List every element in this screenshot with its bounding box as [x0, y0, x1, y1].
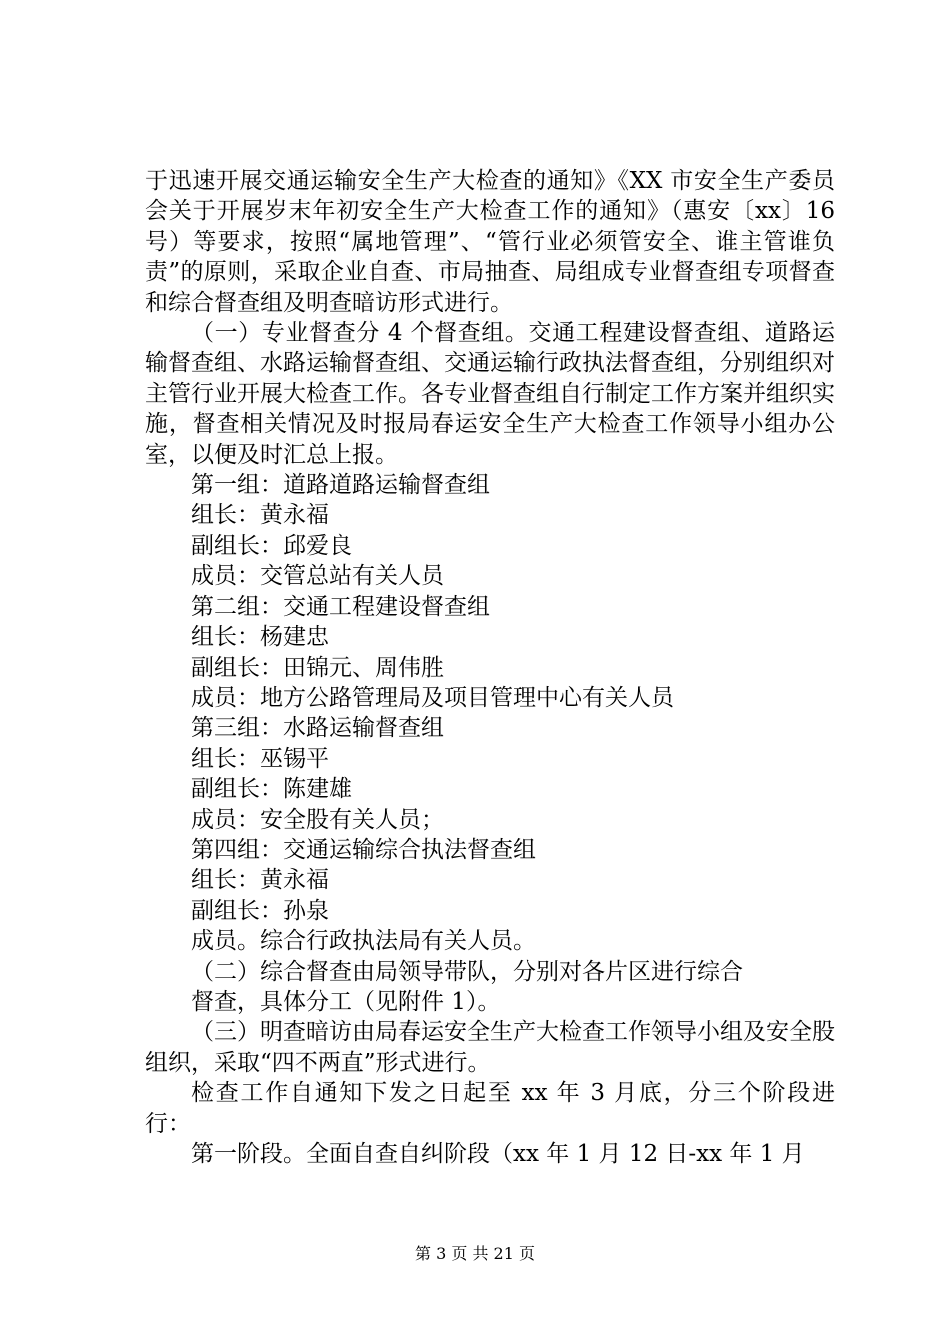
- group-two-leader: 组长：杨建忠: [191, 624, 329, 651]
- group-one-title: 第一组：道路道路运输督查组: [191, 472, 490, 499]
- group-one-leader: 组长：黄永福: [191, 502, 329, 529]
- paragraph-schedule: 检查工作自通知下发之日起至 xx 年 3 月底，分三个阶段进行：: [145, 1080, 835, 1137]
- group-four-deputy: 副组长：孙泉: [191, 897, 329, 924]
- group-two-deputy: 副组长：田锦元、周伟胜: [191, 654, 444, 681]
- group-two-title: 第二组：交通工程建设督查组: [191, 593, 490, 620]
- page-footer: [0, 1244, 950, 1264]
- paragraph-section-one: （一）专业督查分 4 个督查组。交通工程建设督查组、道路运输督查组、水路运输督查组、交通运输行政执法督查组，分别组织对主管行业开展大检查工作。各专业督查组自行制定工作方案并组织实施，督查相关情况及时报局春运安全生产大检查工作领导小组办公室，以便及时汇总上报。: [145, 320, 835, 468]
- paragraph-intro: 于迅速开展交通运输安全生产大检查的通知》《XX 市安全生产委员会关于开展岁末年初安全生产大检查工作的通知》（惠安〔xx〕16 号）等要求，按照“属地管理”、“管行业必须管安全、谁主管谁负责”的原则，采取企业自查、市局抽查、局组成专业督查组专项督查和综合督查组及明查暗访形式进行。: [145, 168, 843, 316]
- paragraph-section-two-line-two: 督查，具体分工（见附件 1）。: [191, 988, 501, 1015]
- group-three-leader: 组长：巫锡平: [191, 745, 329, 772]
- group-two-members: 成员：地方公路管理局及项目管理中心有关人员: [191, 684, 674, 711]
- group-three-deputy: 副组长：陈建雄: [191, 776, 352, 803]
- paragraph-phase-one: 第一阶段。全面自查自纠阶段（xx 年 1 月 12 日-xx 年 1 月: [191, 1141, 805, 1167]
- group-one-members: 成员：交管总站有关人员: [191, 563, 444, 590]
- group-four-title: 第四组：交通运输综合执法督查组: [191, 836, 536, 863]
- group-four-leader: 组长：黄永福: [191, 867, 329, 894]
- group-three-members: 成员：安全股有关人员；: [191, 806, 444, 833]
- group-one-deputy: 副组长：邱爱良: [191, 532, 352, 559]
- document-body: [145, 166, 843, 1169]
- paragraph-section-three: （三）明查暗访由局春运安全生产大检查工作领导小组及安全股组织，采取“四不两直”形式进行。: [145, 1019, 835, 1076]
- group-three-title: 第三组：水路运输督查组: [191, 715, 444, 742]
- group-four-members: 成员。综合行政执法局有关人员。: [191, 928, 536, 955]
- paragraph-section-two-line-one: （二）综合督查由局领导带队，分别对各片区进行综合: [191, 958, 743, 985]
- page-number-label: 第 3 页 共 21 页: [415, 1244, 535, 1263]
